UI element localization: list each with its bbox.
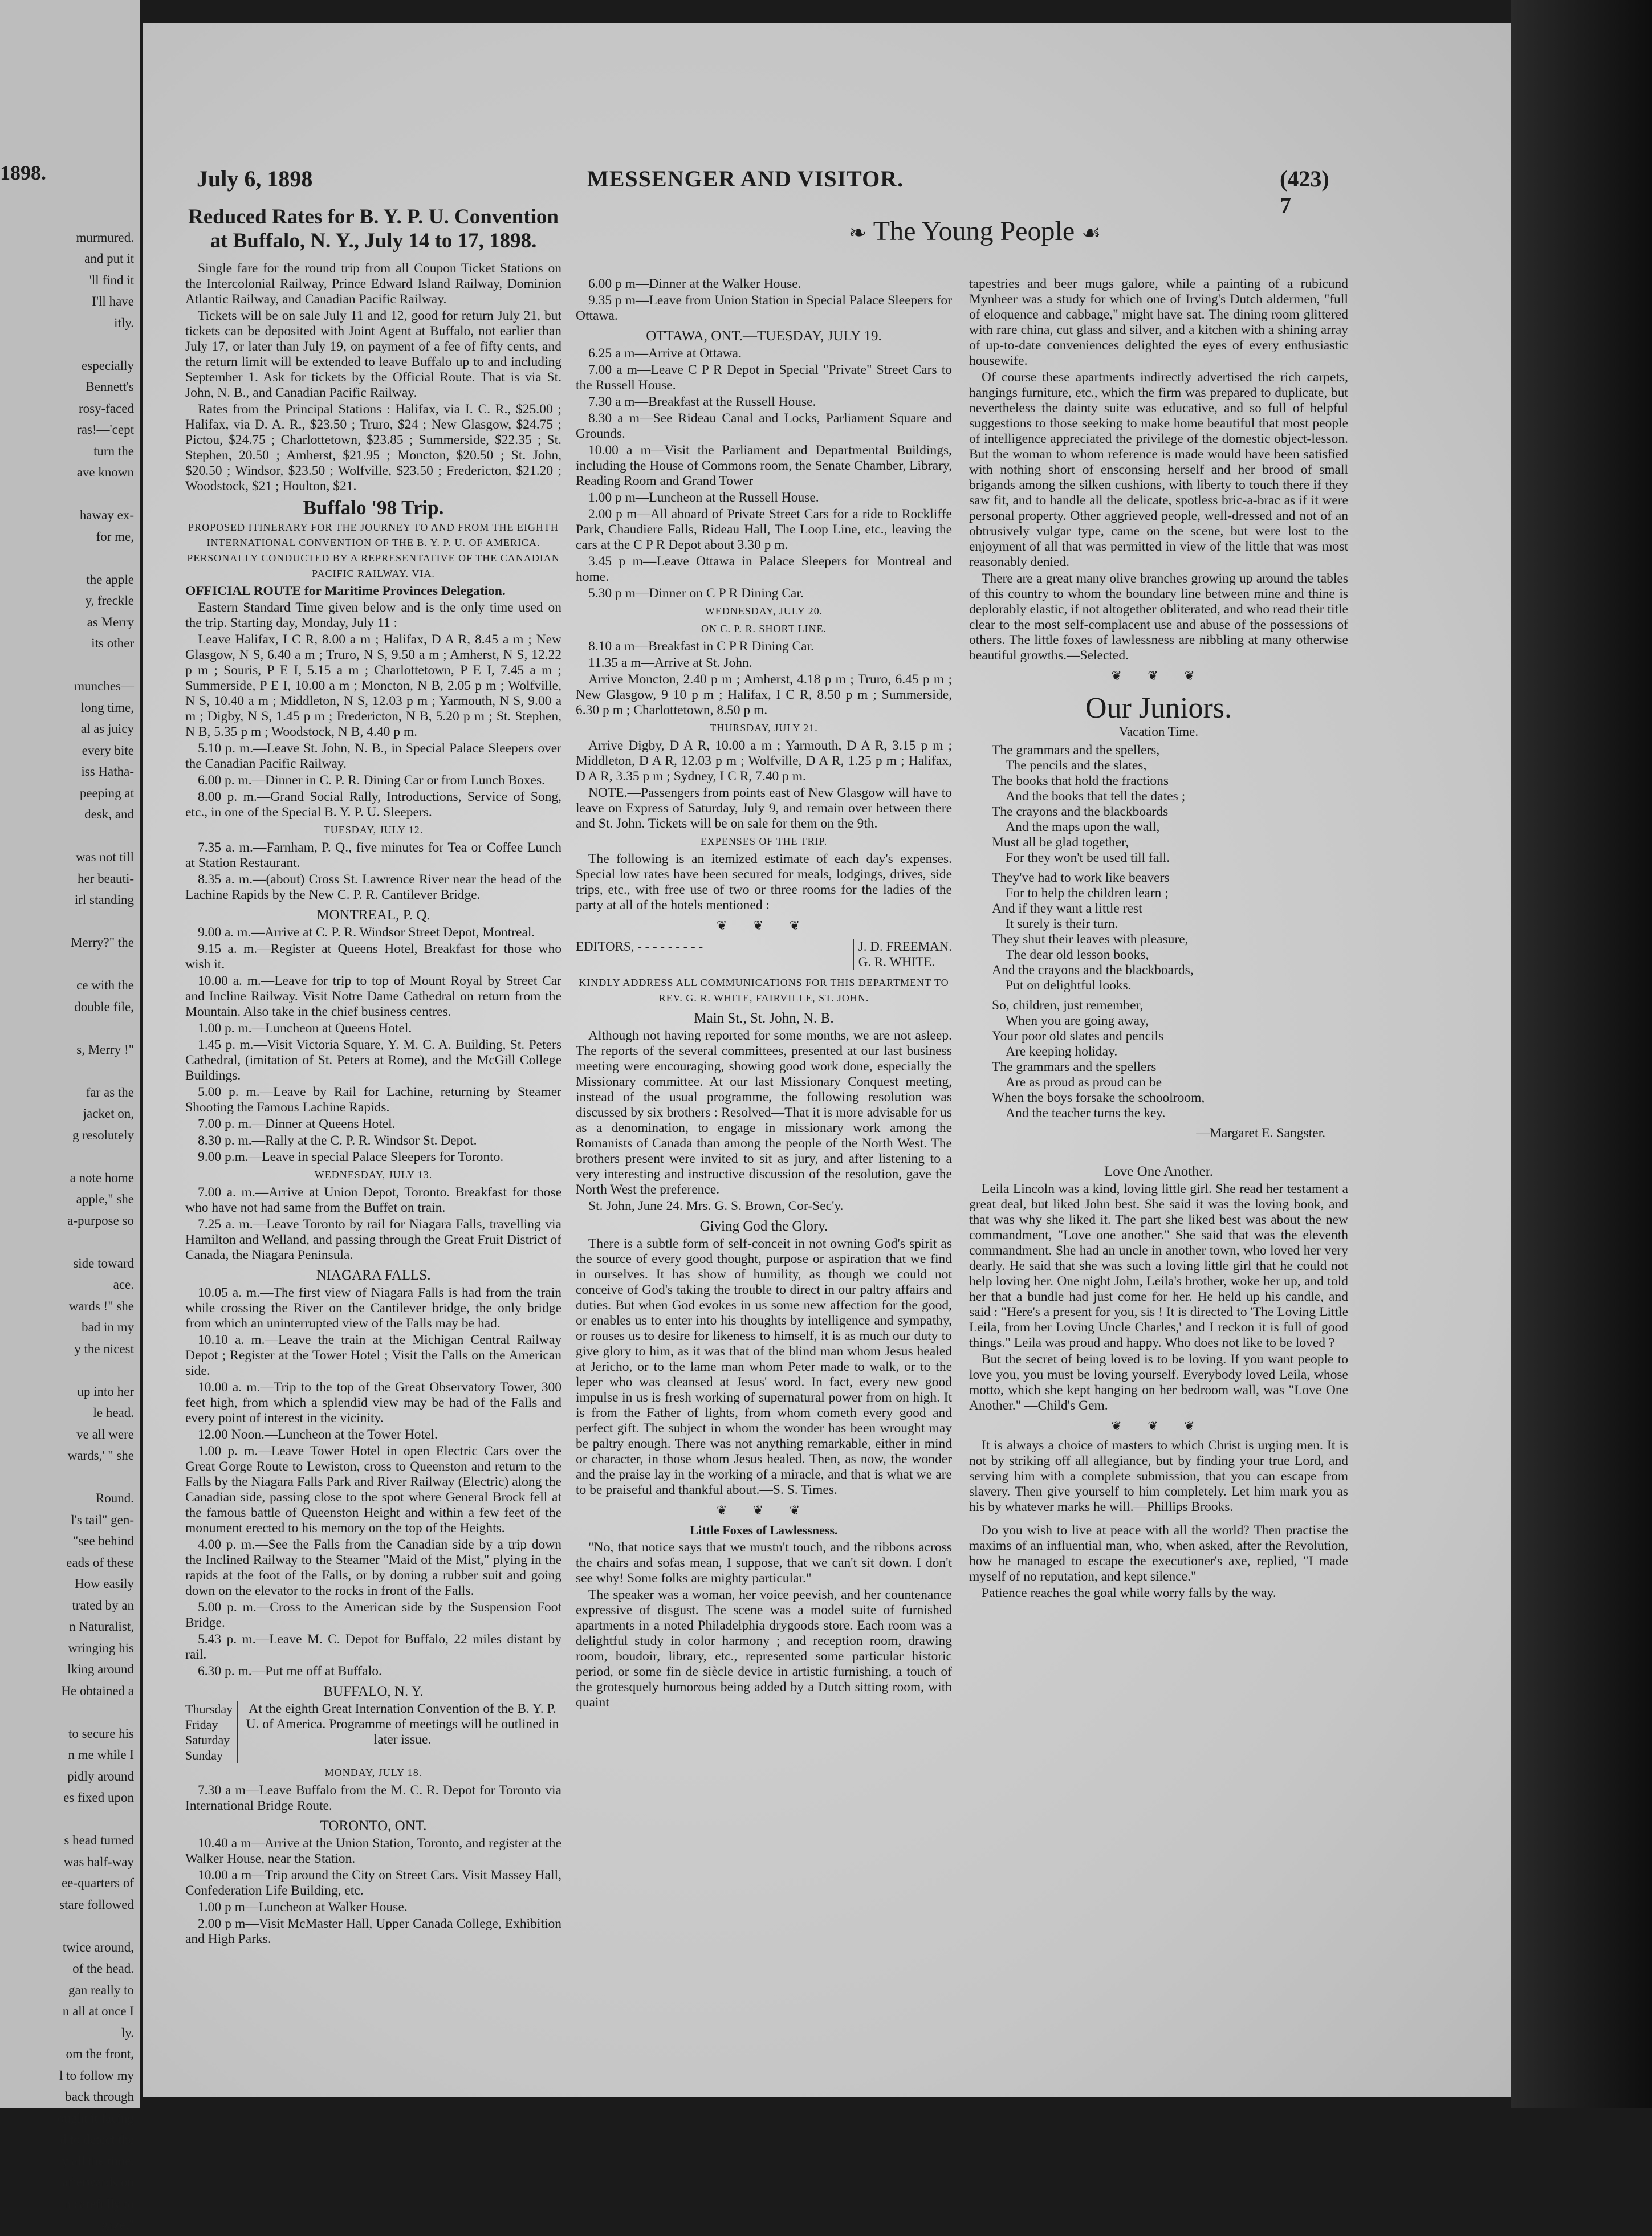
paragraph: Patience reaches the goal while worry falls by the way.	[982, 1586, 1276, 1600]
itinerary-item: 5.00 p. m.—Cross to the American side by the Suspension Foot Bridge.	[185, 1600, 561, 1630]
adjacent-page-line: ought it facing	[57, 2111, 134, 2125]
buffalo-block	[185, 1701, 561, 1763]
place-heading: TORONTO, ONT.	[320, 1818, 427, 1834]
itinerary-item: NOTE.—Passengers from points east of New Glasgow will have to leave on Express of Saturday, July 9, and remain over between there and St. John. Tickets will be on sale for them on the 9th.	[576, 785, 952, 831]
itinerary-tuesday	[185, 840, 561, 903]
page-number: (423) 7	[1280, 166, 1329, 218]
adjacent-page-line: peeping at	[79, 785, 134, 800]
itinerary-item: 1.00 p. m.—Leave Tower Hotel in open Electric Cars over the Great Gorge Route to Lewiston, cross to Queenston and return to the Falls by the Niagara Falls Park and River Railway (Electric) along the Canadian side, passing close to the spot where General Brock fell at the famous battle of Queenston Height and within a few feet of the monument erected to his memory on the top of the Heights.	[185, 1444, 561, 1536]
day-subheading: ON C. P. R. SHORT LINE.	[701, 623, 827, 634]
poem-stanza	[992, 870, 1348, 993]
adjacent-page-line: was half-way	[63, 1854, 134, 1869]
itinerary-item: 5.00 p. m.—Leave by Rail for Lachine, returning by Steamer Shooting the Famous Lachine Rapids.	[185, 1085, 561, 1115]
column-3	[969, 276, 1348, 1602]
adjacent-page-line: y the nicest	[74, 1341, 134, 1356]
adjacent-page-line: Merry?" the	[71, 935, 134, 950]
adjacent-page-line: jacket on,	[83, 1106, 134, 1121]
itinerary-item: 9.35 p m—Leave from Union Station in Special Palace Sleepers for Ottawa.	[576, 293, 952, 323]
adjacent-page-line: irl standing	[74, 893, 134, 907]
adjacent-page-line: lking around	[67, 1662, 134, 1676]
adjacent-page-line: l to follow my	[59, 2068, 134, 2083]
itinerary-item: 8.35 a. m.—(about) Cross St. Lawrence River near the head of the Lachine Rapids by the New C. P. R. Cantilever Bridge.	[185, 872, 561, 902]
itinerary-item: 6.00 p. m.—Dinner in C. P. R. Dining Car or from Lunch Boxes.	[198, 773, 546, 788]
poem-line: They've had to work like beavers	[992, 870, 1170, 885]
adjacent-page-line: a-purpose so	[67, 1213, 134, 1228]
itinerary-item: 10.10 a. m.—Leave the train at the Michigan Central Railway Depot ; Register at the Tower Hotel ; Visit the Falls on the American side.	[185, 1333, 561, 1378]
leaf-ornament-icon: ☙	[1081, 221, 1101, 245]
adjacent-page-line: s head turned	[64, 1833, 134, 1847]
adjacent-page-line: stare followed	[59, 1897, 134, 1912]
itinerary-item: 7.00 p. m.—Dinner at Queens Hotel.	[198, 1117, 396, 1131]
place-heading: NIAGARA FALLS.	[316, 1268, 431, 1283]
poem-line: Your poor old slates and pencils	[992, 1029, 1164, 1044]
article-headline: Buffalo '98 Trip.	[303, 496, 444, 519]
adjacent-page-line: a note home	[70, 1170, 134, 1185]
article-headline: Little Foxes of Lawlessness.	[690, 1523, 838, 1537]
paragraph: Although not having reported for some months, we are not asleep. The reports of the several committees, presented at our last business meeting were encouraging, showing good work done, especially the Missionary committee. At our last Missionary Conquest meeting, instead of the usual programme, the following resolution was discussed by six brothers : Resolved—That it is more advisable for us as a denomination, to engage in missionary work among the Romanists of Canada than among the people of the North West. The brothers present were invited to sit as jury, and after listening to a very interesting and instructive discussion of the resolution, gave the North West the preference.	[576, 1028, 952, 1197]
adjacent-page-line: eads of these	[66, 1555, 134, 1570]
poem-line: For to help the children learn ;	[1006, 886, 1169, 901]
adjacent-page-line: ave known	[76, 465, 134, 479]
itinerary-item: 10.00 a m—Trip around the City on Street Cars. Visit Massey Hall, Confederation Life Building, etc.	[185, 1868, 561, 1898]
poem-line: The books that hold the fractions	[992, 773, 1169, 788]
adjacent-page-line: trated by an	[72, 1598, 134, 1612]
paragraph: The speaker was a woman, her voice peevish, and her countenance expressive of disgust. The scene was a model suite of furnished apartments in a noted Philadelphia drygoods store. Each room was a delightful study in color harmony ; and reception room, drawing room, boudoir, library, etc., represented some particular historic period, or some fin de siècle device in artistic furnishing, a touch of the grotesquely humorous being added by a Dutch sitting room, with quaint	[576, 1587, 952, 1710]
adjacent-page-line	[0, 954, 140, 975]
adjacent-page-line: murmured.	[76, 230, 134, 245]
itinerary-item: 8.00 p. m.—Grand Social Rally, Introductions, Service of Song, etc., in one of the Special B. Y. P. U. Sleepers.	[185, 789, 561, 820]
paragraph: Tickets will be on sale July 11 and 12, good for return July 21, but tickets can be deposited with Joint Agent at Buffalo, not earlier than July 17, or later than July 19, on payment of a fee of fifty cents, and the return limit will be extended to leave Buffalo up to and including September 1. Ask for tickets by the Official Route. That is via St. John, N. B., and Canadian Pacific Railway.	[185, 308, 561, 400]
adjacent-page-line: om the front,	[66, 2047, 134, 2061]
adjacent-page-text	[0, 184, 140, 2236]
itinerary-item: 1.00 p. m.—Luncheon at Queens Hotel.	[198, 1021, 412, 1036]
adjacent-page-line: l's tail" gen-	[71, 1512, 134, 1527]
poem-line: Must all be glad together,	[992, 835, 1129, 850]
paragraph: Rates from the Principal Stations : Halifax, via I. C. R., $25.00 ; Halifax, via D. A. R., $23.50 ; Truro, $24 ; New Glasgow, $24.75 ; Pictou, $24.75 ; Charlottetown, $23.85 ; Summerside, $22.35 ; St. Stephen, 20.50 ; Amherst, $21.95 ; Moncton, $20.50 ; St. John, $20.50 ; Windsor, $23.50 ; Wolfville, $23.50 ; Fredericton, $21.20 ; Woodstock, $21 ; Houlton, $21.	[185, 402, 561, 494]
itinerary-item: 5.30 p m—Dinner on C P R Dining Car.	[588, 586, 804, 601]
adjacent-page-line: haway ex-	[79, 508, 134, 522]
adjacent-page-line	[0, 1146, 140, 1167]
poem-line: So, children, just remember,	[992, 998, 1144, 1013]
paragraph: Leave Halifax, I C R, 8.00 a m ; Halifax, D A R, 8.45 a m ; New Glasgow, N S, 6.40 a m ; Truro, N S, 9.50 a m ; Amherst, N S, 12.22 p m ; Souris, P E I, 5.15 a m ; Charlottetown, P E I, 7.45 a m ; Summerside, P E I, 10.00 a m ; Moncton, N B, 2.05 p m ; Wolfville, N S, 10.40 a m ; Middleton, N S, 12.03 p m ; Yarmouth, N S, 9.00 a m ; Digby, N S, 1.45 p m ; Fredericton, N B, 5.20 p m ; St. Stephen, N B, 5.35 p m ; Woodstock, N B, 4.40 p m.	[185, 632, 561, 739]
itinerary-item: 7.25 a. m.—Leave Toronto by rail for Niagara Falls, travelling via Hamilton and Welland, and passing through the Great Fruit District of Canada, the Niagara Peninsula.	[185, 1217, 561, 1262]
subheading: PROPOSED ITINERARY FOR THE JOURNEY TO AND FROM THE EIGHTH INTERNATIONAL CONVENTION OF THE B. Y. P. U. OF AMERICA. PERSONALLY CONDUCTED BY A REPRESENTATIVE OF THE CANADIAN PACIFIC RAILWAY. VIA.	[187, 522, 560, 579]
ornament-divider: ❦ ❦ ❦	[716, 918, 812, 932]
poem-line: For they won't be used till fall.	[1006, 850, 1170, 865]
poem-line: Are as proud as proud can be	[1006, 1075, 1162, 1090]
itinerary-wed20	[576, 639, 952, 718]
adjacent-page-line: side toward	[73, 1256, 134, 1270]
paragraph: The following is an itemized estimate of each day's expenses. Special low rates have been secured for meals, lodgings, drives, side trips, etc., with free use of two or three rooms for the ladies of the party at all of the hotels mentioned :	[576, 852, 952, 913]
article-headline: Main St., St. John, N. B.	[694, 1011, 834, 1026]
itinerary-item: 6.25 a m—Arrive at Ottawa.	[588, 346, 742, 361]
itinerary-item: 11.35 a m—Arrive at St. John.	[588, 655, 752, 670]
paragraph: Do you wish to live at peace with all the world? Then practise the maxims of an influential man, who, when asked, after the Revolution, how he managed to escape the executioner's axe, replied, "I made myself of no reputation, and kept silence."	[969, 1523, 1348, 1584]
editor-name: G. R. WHITE.	[858, 955, 935, 969]
convention-note: At the eighth Great Internation Convention of the B. Y. P. U. of America. Programme of meetings will be outlined in later issue.	[246, 1701, 559, 1747]
poem-line: The grammars and the spellers,	[992, 743, 1160, 757]
adjacent-page-line: He obtained a	[61, 1683, 134, 1698]
adjacent-page-line	[0, 1915, 140, 1937]
itinerary-item: 8.30 a m—See Rideau Canal and Locks, Parliament Square and Grounds.	[576, 411, 952, 441]
adjacent-page-line: munches—	[74, 679, 134, 693]
itinerary-item: 12.00 Noon.—Luncheon at the Tower Hotel.	[198, 1427, 438, 1442]
adjacent-page-line: of the head.	[72, 1961, 134, 1976]
adjacent-page-line: itly.	[114, 315, 134, 330]
adjacent-page-line	[0, 1231, 140, 1253]
day-heading: MONDAY, JULY 18.	[324, 1767, 422, 1778]
section-heading: Our Juniors.	[1085, 692, 1232, 724]
adjacent-page-line: "see behind	[72, 1534, 134, 1548]
itinerary-item: 2.00 p m—All aboard of Private Street Cars for a ride to Rockliffe Park, Chaudiere Falls, Rideau Hall, The Loop Line, etc., leaving the cars at the C P R Depot about 3.30 p m.	[576, 507, 952, 552]
poem-line: The dear old lesson books,	[1006, 947, 1149, 962]
poem-line: The grammars and the spellers	[992, 1060, 1157, 1074]
itinerary-item: 10.05 a. m.—The first view of Niagara Falls is had from the train while crossing the River on the Cantilever bridge, the only bridge from which an uninterrupted view of the Falls may be had.	[185, 1285, 561, 1331]
article-headline: Reduced Rates for B. Y. P. U. Convention at Buffalo, N. Y., July 14 to 17, 1898.	[188, 205, 559, 252]
poem-stanza	[992, 743, 1348, 866]
adjacent-page-line: to secure his	[68, 1726, 134, 1741]
adjacent-page-line	[0, 184, 140, 206]
adjacent-page-line: es fixed upon	[63, 1790, 134, 1805]
adjacent-page-line: I'll have	[92, 294, 134, 308]
adjacent-page-line: 'll find it	[89, 272, 134, 287]
editors-label: EDITORS, - - - - - - - - -	[576, 939, 703, 954]
adjacent-page-line: and put it	[84, 251, 134, 266]
adjacent-page-line: gan really to	[68, 1982, 134, 1997]
adjacent-page-line	[0, 1017, 140, 1039]
adjacent-page-line: rosy-faced	[78, 401, 134, 416]
adjacent-page-line: y, freckle	[85, 593, 134, 608]
day-heading: WEDNESDAY, JULY 20.	[705, 605, 823, 617]
adjacent-page-line	[0, 1809, 140, 1830]
paragraph: There are a great many olive branches growing up around the tables of this country to whom the boundary line between mine and thine is deplorably elastic, if not altogether obliterated, and who read their title clear to the most self-complacent use and abuse of the possessions of others. The little foxes of lawlessness are nibbling at many otherwise beautiful growths.—Selected.	[969, 571, 1348, 663]
itinerary-item: 8.10 a m—Breakfast in C P R Dining Car.	[588, 639, 814, 654]
adjacent-page-line: d to detect the	[60, 2132, 134, 2147]
adjacent-page-line: afterwards on	[62, 2175, 134, 2189]
paragraph: Leila Lincoln was a kind, loving little girl. She read her testament a great deal, but liked John best. She said it was the loving book, and that was why she liked it. The part she liked best was about the new commandment, "Love one another." She said that was the eleventh commandment. She had an uncle in another town, who loved her very dearly. He said that she was such a loving little girl that he could not help loving her. One night John, Leila's brother, woke her up, and told her that a bundle had just come for her. He held up his candle, and said : "Here's a present for you, sis ! It is directed to 'The Loving Little Leila, from her Loving Uncle Charles,' and I reckon it is full of good things." Leila was proud and happy. Who does not like to be loved ?	[969, 1182, 1348, 1350]
adjacent-page-line: Bennett's	[86, 380, 134, 394]
adjacent-page-line	[0, 1467, 140, 1488]
paragraph: It is always a choice of masters to which Christ is urging men. It is not by striking off all allegiance, but by finding your true Lord, and serving him with a complete submission, that you can escape from slavery. Then give yourself to him completely. Let him mark you as his by whatever marks he will.—Phillips Brooks.	[969, 1438, 1348, 1514]
poem-line: The crayons and the blackboards	[992, 804, 1169, 819]
paragraph: "No, that notice says that we mustn't touch, and the ribbons across the chairs and sofas mean, I suppose, that we can't sit down. I don't see why! Some folks are mighty particular."	[576, 1540, 952, 1586]
itinerary-monday	[185, 741, 561, 820]
adjacent-page-line: apple," she	[76, 1192, 134, 1206]
poem-line: And the maps upon the wall,	[1006, 820, 1160, 834]
adjacent-page-line	[0, 654, 140, 676]
itinerary-item: 10.40 a m—Arrive at the Union Station, Toronto, and register at the Walker House, near the Station.	[185, 1836, 561, 1866]
ornament-divider: ❦ ❦ ❦	[1111, 1419, 1206, 1433]
itinerary-item: 1.00 p m—Luncheon at the Russell House.	[588, 490, 819, 505]
day-heading: TUESDAY, JULY 12.	[323, 824, 424, 836]
adjacent-page-line: wards !" she	[68, 1298, 134, 1313]
adjacent-page-line: ras!—'cept	[77, 422, 134, 437]
adjacent-page-line	[0, 825, 140, 847]
itinerary-monday18	[185, 1783, 561, 1814]
itinerary-item: Arrive Digby, D A R, 10.00 a m ; Yarmouth, D A R, 3.15 p m ; Middleton, D A R, 12.03 p m ; Wolfville, D A R, 1.25 p m ; Halifax, D A R, 3.35 p m ; Sydney, I C R, 7.40 p m.	[576, 738, 952, 784]
adjacent-page-line: iss Hatha-	[81, 764, 134, 779]
adjacent-page-line: n carefully to	[64, 2196, 134, 2211]
convention-days: Thursday Friday Saturday Sunday	[185, 1701, 238, 1763]
poem-line: And the books that tell the dates ;	[1006, 789, 1186, 804]
poem-line: Put on delightful looks.	[1006, 978, 1132, 993]
itinerary-item: 7.30 a m—Leave Buffalo from the M. C. R. Depot for Toronto via International Bridge Route.	[185, 1783, 561, 1813]
poem-stanza	[992, 998, 1348, 1121]
paragraph: There is a subtle form of self-conceit in not owning God's spirit as the source of every good thought, purpose or aspiration that we find in ourselves. It has show of humility, as though we could not conceive of God's taking the trouble to direct in our paltry affairs and duties. But when God evokes in us some new affection for the good, or enables us to enter into his thoughts by intelligence and sympathy, or rouses us to desire for likeness to himself, it is as much our duty to give glory to him, as it was that of the blind man whom Jesus healed at Jericho, or to the lame man whom Peter made to walk, or to the leper who was cleansed at Jesus' word. In fact, every new good impulse in us is fresh working of supernatural power from on high. It is from the Father of lights, from whom cometh every good and perfect gift. The subject in whom the wonder has been wrought may be paltry enough. There was not anything remarkable, either in mind or character, in those whom Jesus healed. Then, as now, the wonder and the praise lay in the working of a miracle, and that is what we are to be praiseful and thankful about.—S. S. Times.	[576, 1236, 952, 1497]
adjacent-page-line: al as juicy	[80, 722, 134, 736]
itinerary-item: 4.00 p. m.—See the Falls from the Canadian side by a trip down the Inclined Railway to the Steamer "Maid of the Mist," plying in the rapids at the foot of the Falls, or by doning a rubber suit and going down on the elevator to the rocks in front of the Falls.	[185, 1537, 561, 1598]
paragraph: But the secret of being loved is to be loving. If you want people to love you, you must be loving yourself. Everybody loved Leila, whose motto, which she kept hanging on her bedroom wall, was "Love One Another." —Child's Gem.	[969, 1352, 1348, 1413]
adjacent-page-line: wringing his	[68, 1640, 134, 1655]
adjacent-page-line: ve all were	[76, 1427, 134, 1441]
adjacent-page-line	[0, 1701, 140, 1723]
itinerary-item: Arrive Moncton, 2.40 p m ; Amherst, 4.18 p m ; Truro, 6.45 p m ; New Glasgow, 9 10 p m ; Halifax, I C R, 8.50 p m ; Summerside, 6.30 p m ; Charlottetown, 8.50 p m.	[576, 672, 952, 718]
adjacent-page-line: far as the	[86, 1085, 134, 1099]
poem-line: Are keeping holiday.	[1006, 1044, 1118, 1059]
itinerary-top	[576, 276, 952, 324]
section-title	[804, 215, 1146, 255]
poem-line: It surely is their turn.	[1006, 917, 1118, 931]
itinerary-ottawa	[576, 346, 952, 601]
adjacent-page-line: s, Merry !"	[76, 1042, 134, 1057]
leaf-ornament-icon: ❧	[848, 221, 867, 245]
poem-line: When the boys forsake the schoolroom,	[992, 1090, 1205, 1105]
itinerary-item: 9.00 p.m.—Leave in special Palace Sleepers for Toronto.	[198, 1150, 504, 1164]
itinerary-item: 7.30 a m—Breakfast at the Russell House.	[588, 394, 816, 409]
adjacent-page-year: 1898.	[0, 161, 46, 184]
article-headline: Giving God the Glory.	[699, 1219, 828, 1234]
paragraph: Single fare for the round trip from all Coupon Ticket Stations on the Intercolonial Railway, Prince Edward Island Railway, Dominion Atlantic Railway, and Canadian Pacific Railway.	[185, 261, 561, 307]
poem-line: And the teacher turns the key.	[1006, 1106, 1166, 1121]
adjacent-page-line: for me,	[96, 529, 134, 544]
itinerary-item: 7.35 a. m.—Farnham, P. Q., five minutes for Tea or Coffee Lunch at Station Restaurant.	[185, 840, 561, 870]
adjacent-page-line: wards,' " she	[67, 1448, 134, 1463]
adjacent-page-line	[0, 333, 140, 355]
itinerary-niagara	[185, 1285, 561, 1679]
itinerary-item: 9.00 a. m.—Arrive at C. P. R. Windsor Street Depot, Montreal.	[198, 925, 535, 940]
section-title-text: The Young People	[873, 216, 1075, 246]
address-note: KINDLY ADDRESS ALL COMMUNICATIONS FOR THIS DEPARTMENT TO REV. G. R. WHITE, FAIRVILLE, ST. JOHN.	[579, 977, 949, 1004]
adjacent-page-line: n me while I	[68, 1748, 134, 1762]
article-headline: Love One Another.	[1104, 1164, 1213, 1179]
itinerary-montreal	[185, 925, 561, 1165]
adjacent-page-line: double file,	[74, 999, 134, 1014]
column-2	[576, 276, 952, 1712]
issue-date: July 6, 1898	[197, 166, 313, 192]
adjacent-page-line: back through	[65, 2090, 134, 2104]
itinerary-item: 1.45 p. m.—Visit Victoria Square, Y. M. C. A. Building, St. Peters Cathedral, (imitation of St. Peters at Rome), and the McGill College Buildings.	[185, 1037, 561, 1083]
subheading: EXPENSES OF THE TRIP.	[700, 836, 828, 847]
adjacent-page-line: n all at once I	[62, 2004, 134, 2018]
itinerary-item: 9.15 a. m.—Register at Queens Hotel, Breakfast for those who wish it.	[185, 942, 561, 972]
adjacent-page-line: le head.	[93, 1406, 134, 1420]
poem-line: When you are going away,	[1006, 1013, 1149, 1028]
poem-line: And the crayons and the blackboards,	[992, 963, 1194, 978]
adjacent-page-line: n Naturalist,	[69, 1619, 134, 1634]
itinerary-thu21	[576, 738, 952, 832]
adjacent-page-strip	[0, 0, 140, 2232]
adjacent-page-line: the apple	[86, 572, 134, 587]
place-heading: BUFFALO, N. Y.	[323, 1684, 424, 1699]
adjacent-page-line: g resolutely	[72, 1127, 134, 1142]
paragraph: tapestries and beer mugs galore, while a painting of a rubicund Mynheer was a study for which one of Irving's Dutch aldermen, "full of eloquence and cabbage," might have sat. The dining room glittered with rare china, cut glass and silver, and a kitchen with a shining array of up-to-date conveniences delighted the eyes of every enthusiastic housewife.	[969, 276, 1348, 368]
itinerary-item: 8.30 p. m.—Rally at the C. P. R. Windsor St. Depot.	[198, 1133, 477, 1148]
adjacent-page-line: every bite	[82, 743, 134, 757]
itinerary-item: 3.45 p m—Leave Ottawa in Palace Sleepers for Montreal and home.	[576, 554, 952, 584]
signature: St. John, June 24. Mrs. G. S. Brown, Cor-Sec'y.	[588, 1199, 844, 1213]
itinerary-item: 10.00 a. m.—Trip to the top of the Great Observatory Tower, 300 feet high, from which a splendid view may be had of the Falls and every point of interest in the vicinity.	[185, 1380, 561, 1425]
subheading: OFFICIAL ROUTE for Maritime Provinces Delegation.	[185, 584, 506, 598]
poem-line: They shut their leaves with pleasure,	[992, 932, 1189, 947]
adjacent-page-line: especially	[82, 358, 134, 373]
itinerary-item: 5.10 p. m.—Leave St. John, N. B., in Special Palace Sleepers over the Canadian Pacific Railway.	[185, 741, 561, 771]
place-heading: MONTREAL, P. Q.	[316, 907, 430, 923]
adjacent-page-line: pidly around	[67, 1769, 134, 1783]
itinerary-item: 10.00 a. m.—Leave for trip to top of Mount Royal by Street Car and Incline Railway. Visit Notre Dame Cathedral on return from the Mountain. Also take in the chief business centres.	[185, 974, 561, 1019]
itinerary-item: 2.00 p m—Visit McMaster Hall, Upper Canada College, Exhibition and High Parks.	[185, 1916, 561, 1946]
adjacent-page-line: its other	[91, 636, 134, 650]
paragraph: Eastern Standard Time given below and is the only time used on the trip. Starting day, Monday, July 11 :	[185, 600, 561, 630]
adjacent-page-line: gaze."	[101, 2218, 134, 2232]
ornament-divider: ❦ ❦ ❦	[716, 1503, 812, 1517]
adjacent-page-line: y all the time.	[62, 2153, 134, 2168]
page-header	[197, 165, 1337, 218]
adjacent-page-line	[0, 205, 140, 227]
itinerary-toronto	[185, 1836, 561, 1947]
adjacent-page-line: ace.	[113, 1277, 134, 1292]
editor-name: J. D. FREEMAN.	[858, 939, 952, 954]
poem-author: —Margaret E. Sangster.	[1196, 1126, 1325, 1141]
adjacent-page-line: How easily	[74, 1577, 134, 1591]
adjacent-page-line: ly.	[121, 2025, 134, 2040]
editors-names	[853, 939, 952, 970]
adjacent-page-line: turn the	[93, 443, 134, 458]
column-1	[185, 205, 561, 1948]
adjacent-page-line: twice around,	[62, 1940, 134, 1954]
publication-title: MESSENGER AND VISITOR.	[587, 166, 904, 192]
poem-line: And if they want a little rest	[992, 901, 1142, 916]
adjacent-page-line: as Merry	[87, 614, 134, 629]
itinerary-item: 1.00 p m—Luncheon at Walker House.	[198, 1900, 408, 1915]
adjacent-page-line	[0, 1359, 140, 1381]
editors-line	[576, 939, 952, 970]
adjacent-page-line	[0, 547, 140, 569]
adjacent-page-line: desk, and	[84, 807, 134, 821]
itinerary-item: 5.43 p. m.—Leave M. C. Depot for Buffalo, 22 miles distant by rail.	[185, 1632, 561, 1662]
paragraph: Of course these apartments indirectly advertised the rich carpets, hangings furniture, etc., which the firm was prepared to duplicate, but nevertheless the dainty suite was educative, and so full of helpful suggestions to those seeking to make home beautiful that most people of intelligence appreciated the privilege of the domestic object-lesson. But the woman to whom reference is made would have been satisfied with nothing short of ensconsing herself and her brood of small brigands among the silken cushions, with liberty to touch there if they saw fit, and to handle all the delicate, spotless bric-a-brac as if it were personal property. Other aggrieved people, well-dressed and not of an obtrusively vulgar type, came on the scene, but were lost to the enjoyment of all that was permitted in view of the little that was most reasonably denied.	[969, 370, 1348, 569]
adjacent-page-line: ee-quarters of	[61, 1876, 134, 1890]
adjacent-page-line: bad in my	[82, 1320, 134, 1334]
place-heading: OTTAWA, ONT.—TUESDAY, JULY 19.	[646, 328, 882, 344]
day-heading: THURSDAY, JULY 21.	[710, 722, 818, 734]
itinerary-item: 6.30 p. m.—Put me off at Buffalo.	[198, 1664, 382, 1679]
poem-line: The pencils and the slates,	[1006, 758, 1147, 773]
adjacent-page-line: her beauti-	[78, 871, 134, 886]
adjacent-page-line	[0, 1060, 140, 1082]
itinerary-item: 10.00 a m—Visit the Parliament and Departmental Buildings, including the House of Commons room, the Senate Chamber, Library, Reading Room and Grand Tower	[576, 443, 952, 488]
poem-title: Vacation Time.	[1118, 724, 1199, 739]
adjacent-page-line: long time,	[80, 700, 134, 715]
itinerary-wednesday	[185, 1185, 561, 1263]
itinerary-item: 7.00 a. m.—Arrive at Union Depot, Toronto. Breakfast for those who have not had same from the Buffet on train.	[185, 1185, 561, 1215]
adjacent-page-line: was not till	[75, 850, 134, 864]
itinerary-item: 7.00 a m—Leave C P R Depot in Special "Private" Street Cars to the Russell House.	[576, 363, 952, 393]
book-binding-edge	[1511, 0, 1652, 2108]
adjacent-page-line: ce with the	[76, 978, 134, 992]
adjacent-page-line	[0, 911, 140, 932]
adjacent-page-line	[0, 483, 140, 505]
adjacent-page-line: up into her	[77, 1384, 134, 1399]
ornament-divider: ❦ ❦ ❦	[1111, 669, 1206, 683]
itinerary-item: 6.00 p m—Dinner at the Walker House.	[588, 276, 801, 291]
day-heading: WEDNESDAY, JULY 13.	[314, 1169, 433, 1180]
poem	[969, 743, 1348, 1121]
adjacent-page-line: Round.	[95, 1491, 134, 1505]
